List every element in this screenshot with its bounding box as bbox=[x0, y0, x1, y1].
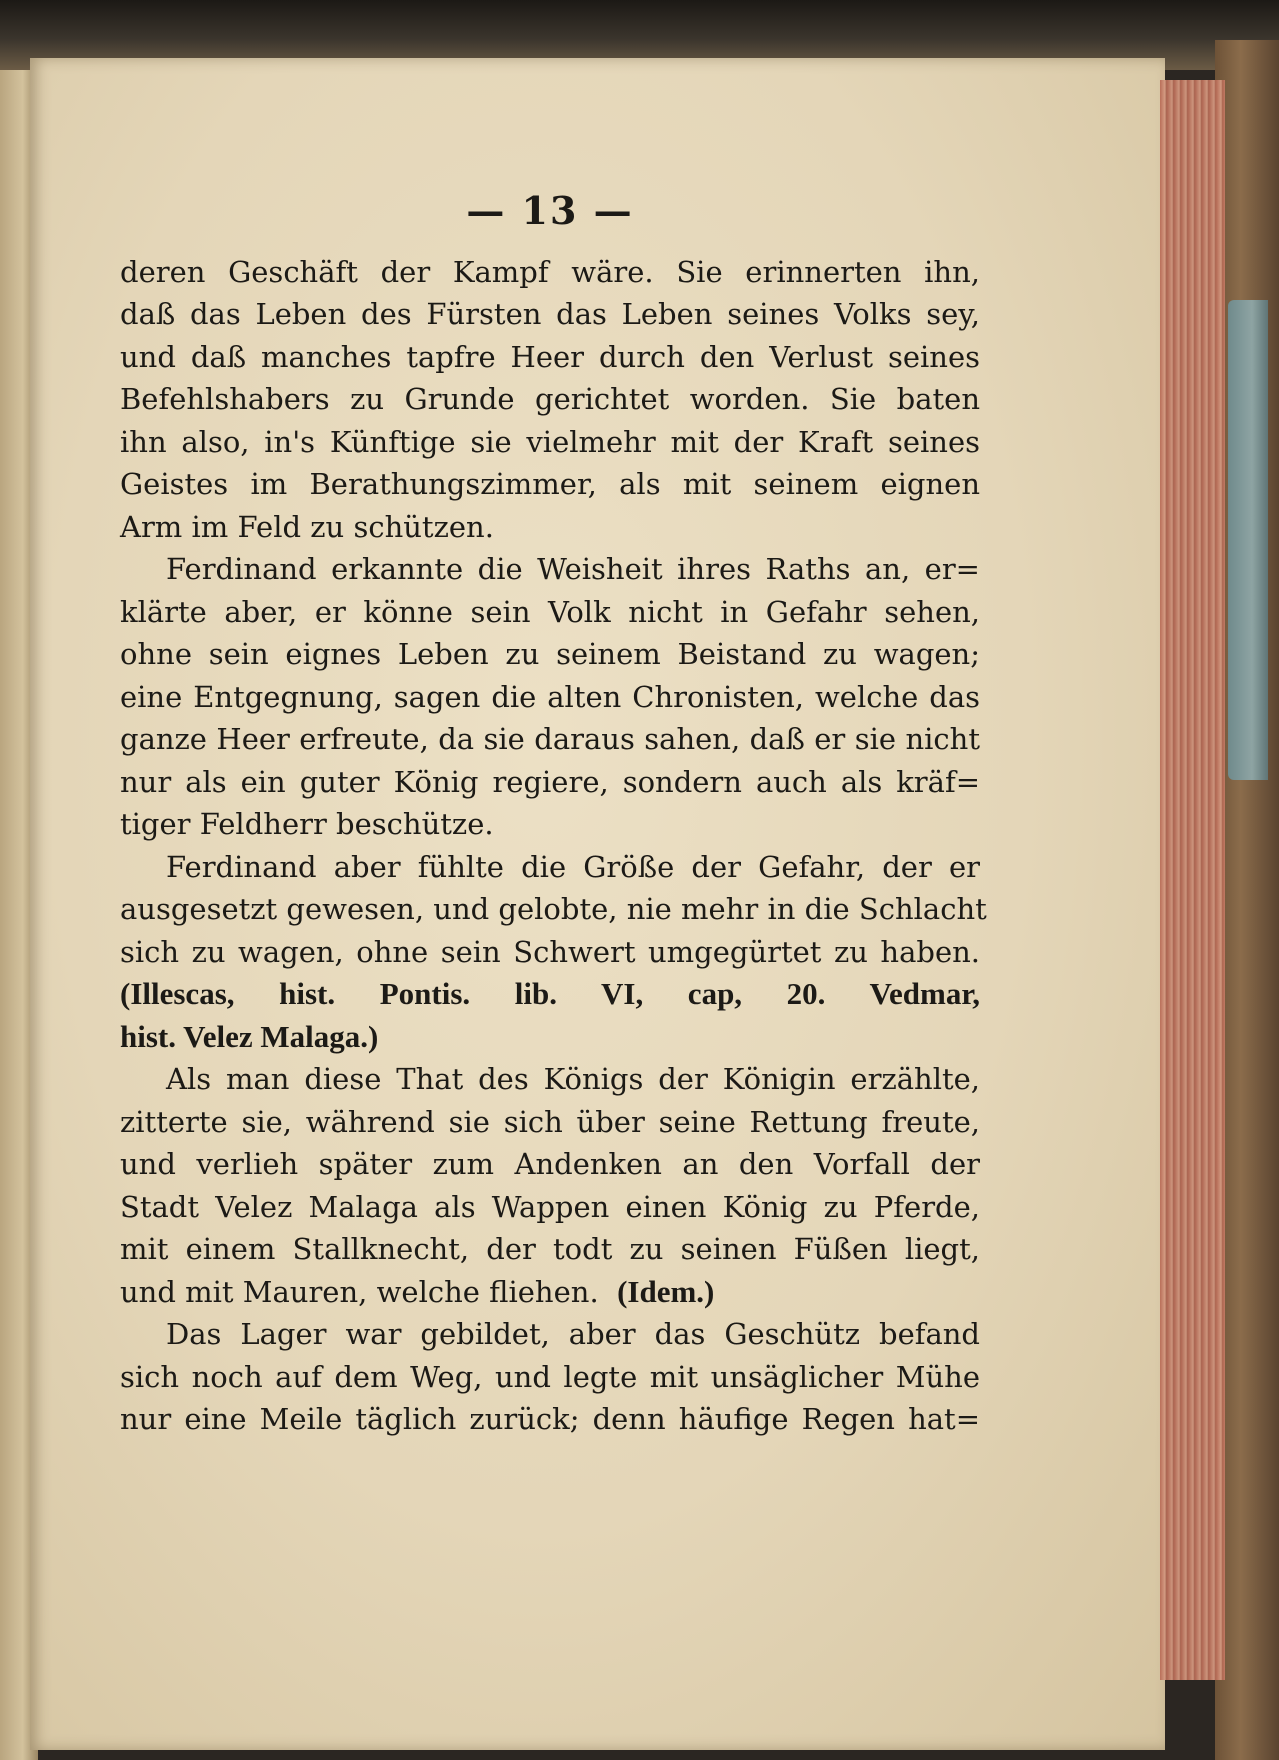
citation-line: (Illescas, hist. Pontis. lib. VI, cap, 20. Vedmar, bbox=[120, 976, 980, 1011]
text-line: eine Entgegnung, sagen die alten Chronisten, welche das bbox=[120, 679, 980, 714]
text-line: ihn also, in's Künftige sie vielmehr mit der Kraft seines bbox=[120, 424, 980, 459]
citation: (Idem.) bbox=[617, 1273, 715, 1309]
text-line: sich noch auf dem Weg, und legte mit unsäglicher Mühe bbox=[120, 1359, 980, 1394]
paragraph-4 bbox=[120, 1058, 980, 1313]
text-line: daß das Leben des Fürsten das Leben seines Volks sey, bbox=[120, 297, 980, 331]
page-text bbox=[120, 160, 987, 1441]
text-line: Geistes im Berathungszimmer, als mit seinem eignen bbox=[120, 467, 980, 501]
page-number: — 13 — bbox=[466, 188, 634, 233]
text-line: Das Lager war gebildet, aber das Geschütz befand bbox=[166, 1317, 980, 1351]
text-line: Befehlshabers zu Grunde gerichtet worden. Sie baten bbox=[120, 382, 980, 416]
text-line: nur eine Meile täglich zurück; denn häufige Regen hat= bbox=[120, 1402, 980, 1436]
text-line-content: und mit Mauren, welche fliehen. bbox=[120, 1274, 599, 1309]
text-line: klärte aber, er könne sein Volk nicht in Gefahr sehen, bbox=[120, 594, 980, 629]
text-line: sich zu wagen, ohne sein Schwert umgegürtet zu haben. bbox=[120, 934, 980, 969]
paragraph-2 bbox=[120, 548, 980, 846]
text-line: Ferdinand erkannte die Weisheit ihres Raths an, er= bbox=[166, 552, 980, 586]
text-line: nur als ein guter König regiere, sondern auch als kräf= bbox=[120, 764, 980, 799]
text-line: deren Geschäft der Kampf wäre. Sie erinnerten ihn, bbox=[120, 254, 980, 289]
citation-line: hist. Velez Malaga.) bbox=[120, 1018, 379, 1054]
text-line: Ferdinand aber fühlte die Größe der Gefahr, der er bbox=[166, 849, 980, 884]
text-line: und daß manches tapfre Heer durch den Verlust seines bbox=[120, 339, 980, 374]
cover-spine-tab bbox=[1228, 300, 1268, 780]
text-line: zitterte sie, während sie sich über seine Rettung freute, bbox=[120, 1104, 980, 1139]
text-line: und verlieh später zum Andenken an den Vorfall der bbox=[120, 1147, 980, 1181]
text-line: tiger Feldherr beschütze. bbox=[120, 807, 494, 841]
text-line: ausgesetzt gewesen, und gelobte, nie mehr in die Schlacht bbox=[120, 892, 987, 926]
text-line: Arm im Feld zu schützen. bbox=[120, 509, 494, 544]
paragraph-3 bbox=[120, 846, 987, 1059]
page-block-edges bbox=[1160, 80, 1225, 1680]
text-line: mit einem Stallknecht, der todt zu seinen Füßen liegt, bbox=[120, 1232, 980, 1266]
text-line: ohne sein eignes Leben zu seinem Beistand zu wagen; bbox=[120, 637, 980, 671]
paragraph-1 bbox=[120, 251, 980, 549]
text-line: Als man diese That des Königs der Königin erzählte, bbox=[166, 1062, 980, 1096]
text-line: Stadt Velez Malaga als Wappen einen König zu Pferde, bbox=[120, 1189, 980, 1224]
paragraph-5 bbox=[120, 1313, 980, 1441]
text-line: ganze Heer erfreute, da sie daraus sahen, daß er sie nicht bbox=[120, 722, 980, 756]
text-line bbox=[120, 1271, 980, 1314]
